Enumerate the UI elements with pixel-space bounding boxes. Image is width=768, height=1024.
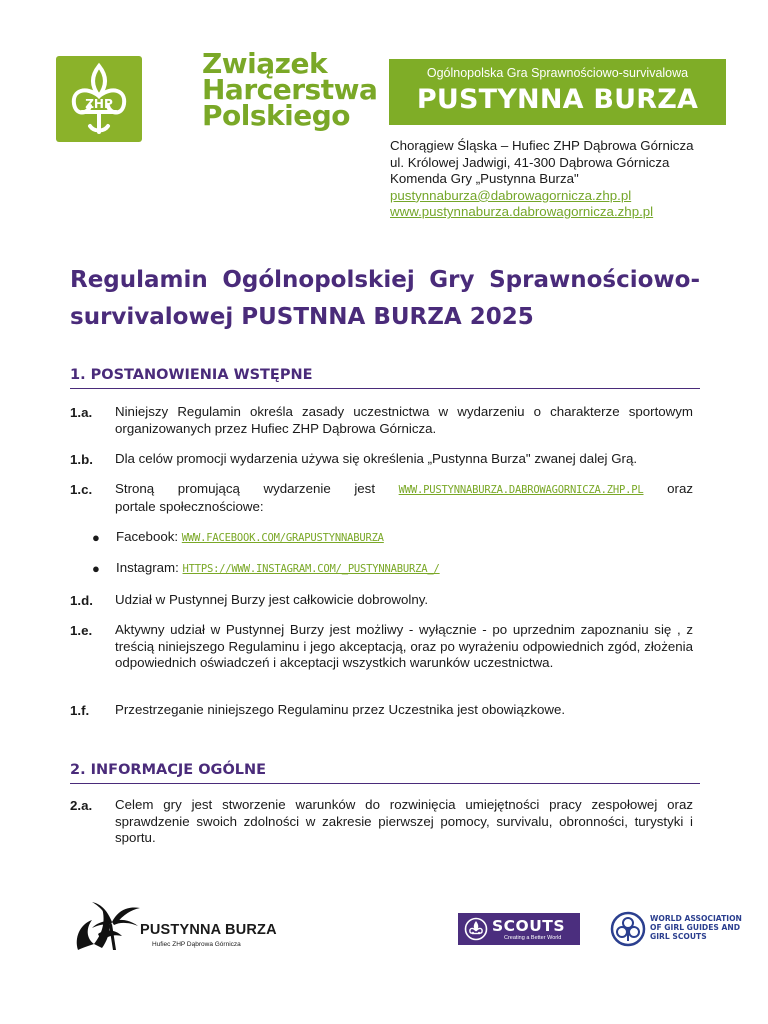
document-title-line2: survivalowej PUSTNNA BURZA 2025 [70,304,534,330]
item-text: Celem gry jest stworzenie warunków do rozwinięcia umiejętności pracy zespołowej oraz sprawdzenie swoich zdolności w zakresie pierwszej pomocy, survivalu, obronności, turystyki i sportu. [115,797,693,846]
item-number: 1.e. [70,623,93,638]
item-line [115,481,693,499]
palm-lily-icon [72,894,148,954]
item-text-post: oraz [667,481,693,496]
zhp-lily-icon [56,56,142,142]
bullet-icon: ● [92,530,100,545]
document-title [70,262,710,336]
item-number: 2.a. [70,798,93,813]
svg-text:ZHP: ZHP [85,97,113,111]
item-text: Dla celów promocji wydarzenia używa się określenia „Pustynna Burza" zwanej dalej Grą. [115,451,638,466]
pustynna-burza-sub: Hufiec ZHP Dąbrowa Górnicza [152,941,241,948]
item-text: Przestrzeganie niniejszego Regulaminu przez Uczestnika jest obowiązkowe. [115,702,566,717]
zhp-logo [54,44,378,144]
facebook-link[interactable]: WWW.FACEBOOK.COM/GRAPUSTYNNABURZA [181,532,384,544]
contact-address: ul. Królowej Jadwigi, 41-300 Dąbrowa Górnicza [390,154,670,170]
contact-block [390,138,750,221]
scouts-word: SCOUTS [492,917,566,935]
pustynna-burza-name: PUSTYNNA BURZA [140,922,277,938]
item-number: 1.d. [70,593,93,608]
contact-website-link[interactable]: www.pustynnaburza.dabrowagornicza.zhp.pl [390,204,654,220]
item-text-with-link [115,481,693,515]
zhp-logo-line1: Związek [202,47,328,80]
item-text: Udział w Pustynnej Burzy jest całkowicie dobrowolny. [115,592,429,607]
section-heading: 2. INFORMACJE OGÓLNE [70,762,700,784]
item-number: 1.a. [70,405,93,420]
item-number: 1.f. [70,703,90,718]
section-heading: 1. POSTANOWIENIA WSTĘPNE [70,367,700,389]
scouts-logo [458,913,580,945]
item-line: portale społecznościowe: [115,498,264,514]
zhp-logo-line2: Harcerstwa [202,73,378,106]
item-text: Niniejszy Regulamin określa zasady uczestnictwa w wydarzeniu o charakterze sportowym organizowanych przez Hufiec ZHP Dąbrowa Górnicza. [115,404,693,436]
contact-line: Chorągiew Śląska – Hufiec ZHP Dąbrowa Górnicza [390,138,694,153]
wagggs-name: WORLD ASSOCIATION OF GIRL GUIDES AND GIRL SCOUTS [650,914,742,941]
game-banner [389,59,726,125]
instagram-link[interactable]: HTTPS://WWW.INSTAGRAM.COM/_PUSTYNNABURZA_/ [182,563,440,575]
zhp-logo-line3: Polskiego [202,99,351,132]
document-title-line1: Regulamin Ogólnopolskiej Gry Sprawnościowo- [70,267,700,293]
bullet-icon: ● [92,561,100,576]
item-number: 1.c. [70,482,93,497]
item-text-pre: Stroną promującą wydarzenie jest [115,481,376,496]
item-text: Aktywny udział w Pustynnej Burzy jest możliwy - wyłącznie - po uprzednim zapoznaniu się , z treścią niniejszego Regulaminu i jego akceptacją, oraz po wyrażeniu odpowiednich zgód, złożenia odpowiednich oświadczeń i akceptacji wszystkich warunków uczestnictwa. [115,622,693,671]
banner-subtitle: Ogólnopolska Gra Sprawnościowo-survivalowa [426,66,689,80]
banner-title: PUSTYNNA BURZA [416,84,699,115]
item-number: 1.b. [70,452,93,467]
scouts-tagline: Creating a Better World [504,935,562,941]
social-item-instagram [116,560,440,578]
zhp-emblem-box [56,56,142,142]
trefoil-icon [610,911,646,947]
website-link[interactable]: WWW.PUSTYNNABURZA.DABROWAGORNICZA.ZHP.PL [398,484,644,496]
social-label: Instagram: [116,560,179,575]
social-label: Facebook: [116,529,179,544]
social-item-facebook [116,529,384,547]
contact-command: Komenda Gry „Pustynna Burza" [390,171,579,187]
contact-email-link[interactable]: pustynnaburza@dabrowagornicza.zhp.pl [390,187,632,203]
scout-fleur-de-lis-icon [464,917,488,941]
